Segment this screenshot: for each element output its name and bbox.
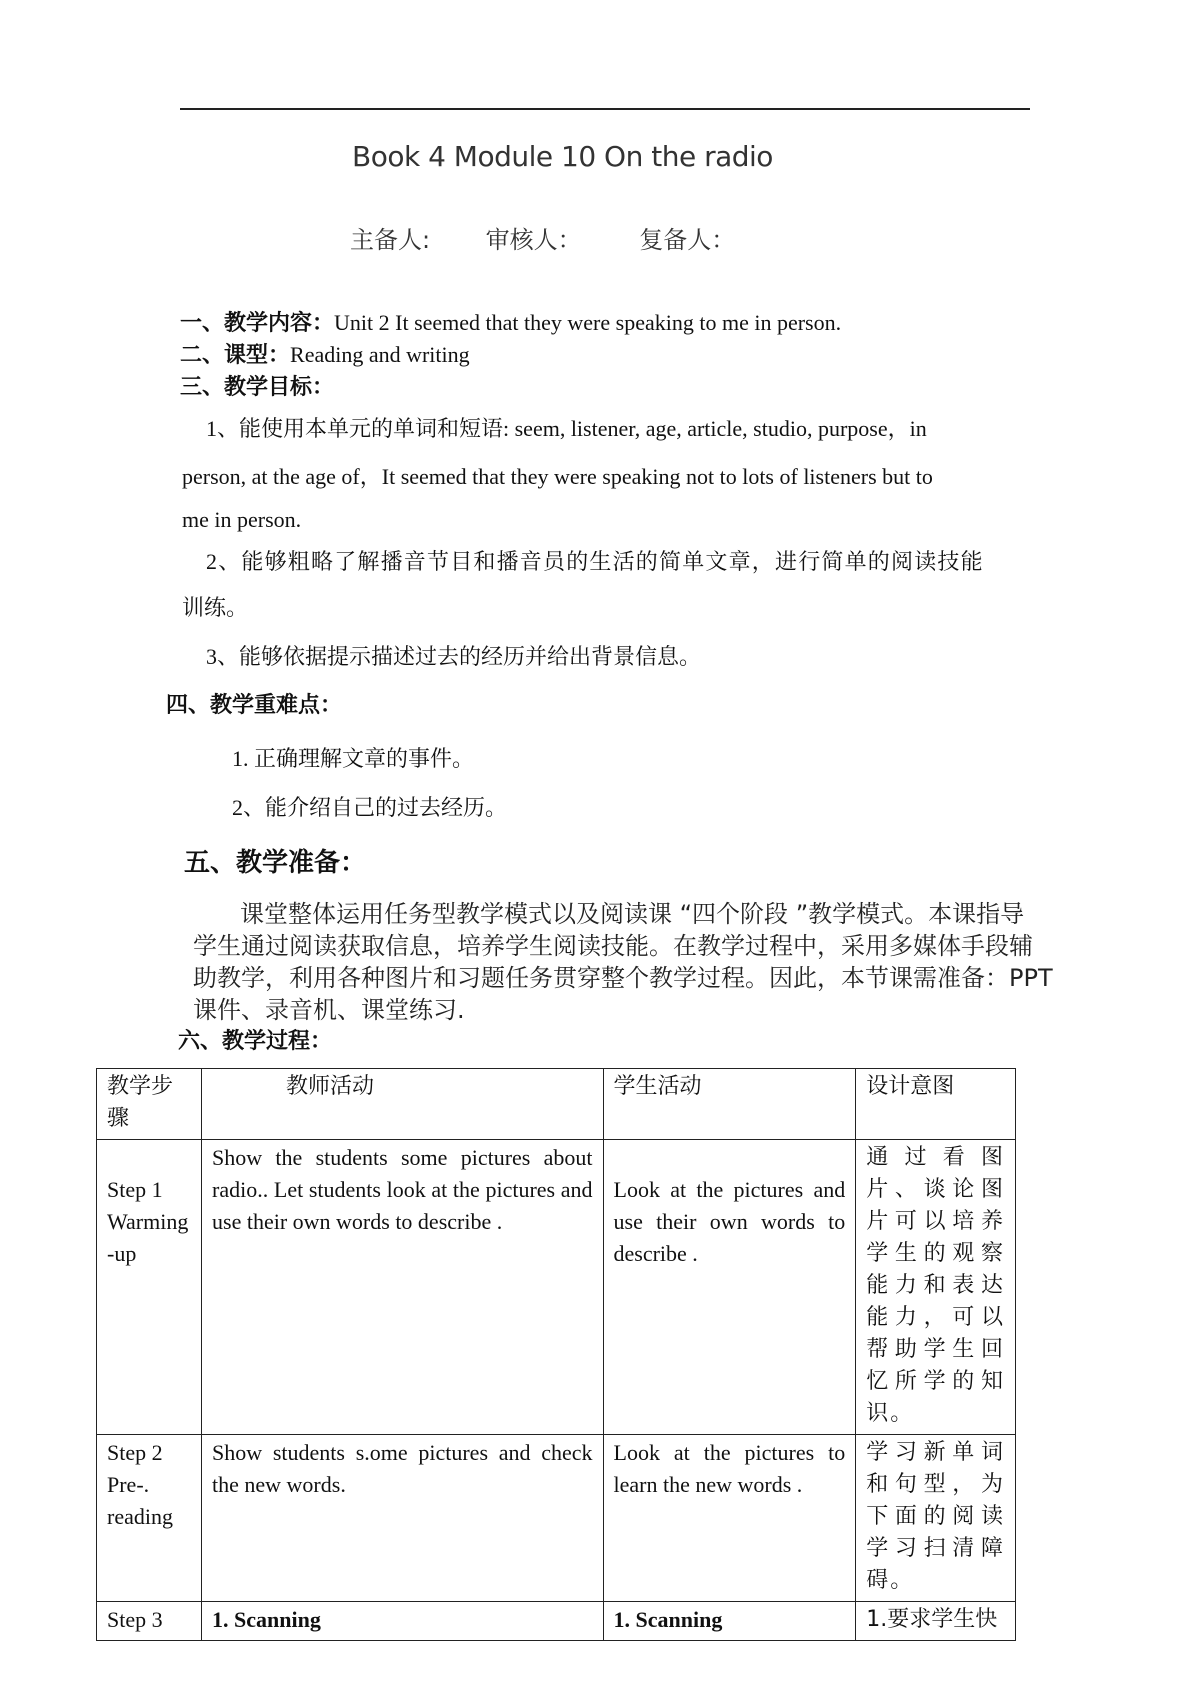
section-preparation-label: 五、教学准备： [184, 848, 367, 878]
objective-line: 训练。 [182, 595, 249, 620]
objective-line: 2、能够粗略了解播音节目和播音员的生活的简单文章，进行简单的阅读技能 [206, 549, 984, 574]
section-type [180, 338, 470, 369]
section-type-text: Reading and writing [290, 342, 470, 367]
table-header-row [97, 1069, 1016, 1140]
step-cell: Step 2 Pre-. reading [97, 1435, 202, 1602]
purpose-cell: 1.要求学生快 [856, 1602, 1016, 1641]
teaching-process-table [96, 1068, 1016, 1641]
student-cell: 1. Scanning [603, 1602, 856, 1641]
purpose-cell: 学习新单词和句型，为下面的阅读学习扫清障碍。 [856, 1435, 1016, 1602]
teacher-cell: 1. Scanning [202, 1602, 604, 1641]
step-cell: Step 1 Warming -up [97, 1140, 202, 1435]
preparation-line: 学生通过阅读获取信息，培养学生阅读技能。在教学过程中，采用多媒体手段辅 [193, 932, 1033, 960]
student-cell: Look at the pictures and use their own words to describe . [603, 1140, 856, 1435]
teacher-cell: Show students s.ome pictures and check the new words. [202, 1435, 604, 1602]
reviewer-label: 审核人： [485, 226, 582, 254]
purpose-cell: 通过看图片、谈论图片可以培养学生的观察能力和表达能力，可以帮助学生回忆所学的知识。 [856, 1140, 1016, 1435]
header-purpose: 设计意图 [856, 1069, 1016, 1140]
section-content [180, 306, 841, 337]
lead-preparer-label: 主备人: [350, 226, 431, 254]
keypoint-item: 2、能介绍自己的过去经历。 [232, 795, 508, 820]
section-content-text: Unit 2 It seemed that they were speaking to me in person. [334, 310, 842, 335]
objective-line: me in person. [182, 507, 302, 532]
header-step: 教学步骤 [97, 1069, 202, 1140]
table-row [97, 1140, 1016, 1435]
objective-line: 1、能使用本单元的单词和短语: seem, listener, age, article, studio, purpose，in [206, 416, 927, 441]
section-objectives-label: 三、教学目标： [180, 375, 335, 400]
objective-line: person, at the age of，It seemed that they were speaking not to lots of listeners but to [182, 464, 933, 489]
section-type-label: 二、课型： [180, 343, 291, 368]
header-teacher: 教师活动 [202, 1069, 604, 1140]
table-row [97, 1602, 1016, 1641]
teacher-cell: Show the students some pictures about radio.. Let students look at the pictures and use their own words to describe . [202, 1140, 604, 1435]
preparation-line [193, 958, 1053, 993]
document-title: Book 4 Module 10 On the radio [352, 140, 773, 173]
student-cell: Look at the pictures to learn the new words . [603, 1435, 856, 1602]
objective-line: 3、能够依据提示描述过去的经历并给出背景信息。 [206, 644, 702, 669]
section-keypoints-label: 四、教学重难点： [166, 693, 343, 718]
step-cell: Step 3 [97, 1602, 202, 1641]
section-process-label: 六、教学过程： [178, 1029, 333, 1054]
header-rule [180, 108, 1030, 110]
co-preparer-label: 复备人： [639, 226, 736, 254]
preparation-line: 课件、录音机、课堂练习. [193, 996, 465, 1024]
header-student: 学生活动 [603, 1069, 856, 1140]
author-line [350, 220, 735, 255]
keypoint-item: 1. 正确理解文章的事件。 [232, 746, 475, 771]
section-content-label: 一、教学内容： [180, 311, 335, 336]
preparation-line-text: 助教学，利用各种图片和习题任务贯穿整个教学过程。因此，本节课需准备：PPT [193, 964, 1053, 992]
preparation-line: 课堂整体运用任务型教学模式以及阅读课 “四个阶段 ”教学模式。本课指导 [240, 900, 1025, 928]
table-row [97, 1435, 1016, 1602]
